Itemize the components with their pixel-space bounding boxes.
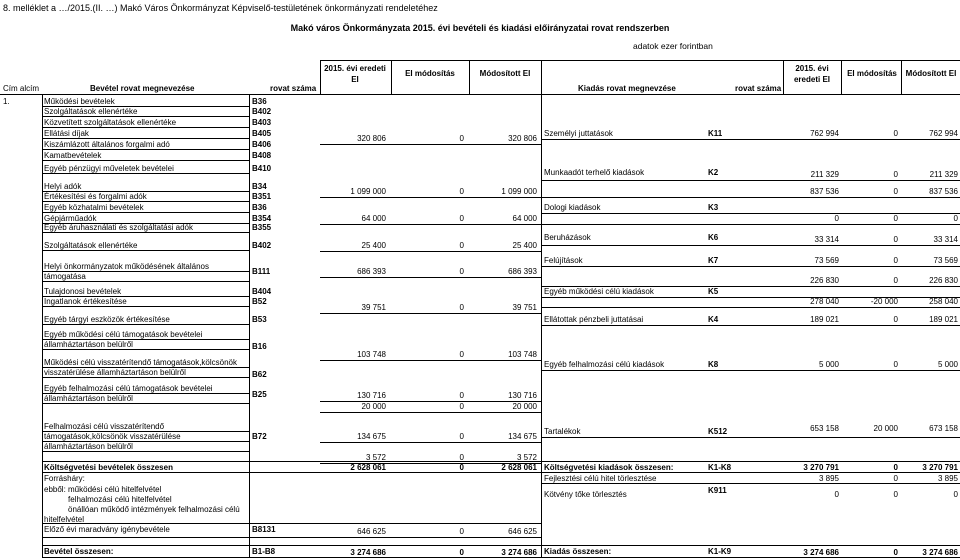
exp-row-code: K6	[708, 233, 719, 242]
row-rule	[42, 173, 249, 174]
rev-row-code: B111	[252, 267, 271, 276]
exp-grand-mod: 0	[893, 548, 898, 557]
prev-year-new: 646 625	[508, 527, 537, 536]
financing-row-label: hitelfelvétel	[44, 515, 85, 524]
rev-row-label: Szolgáltatások ellenértéke	[44, 107, 138, 116]
rev-row-label: Közvetített szolgáltatások ellenértéke	[44, 118, 177, 127]
exp-new-value: 762 994	[929, 129, 958, 138]
code-column-border	[249, 95, 250, 558]
rev-row-code: B402	[252, 241, 272, 250]
exp-orig-value: 211 329	[810, 170, 839, 179]
row-rule	[541, 325, 960, 326]
row-rule	[320, 197, 541, 198]
rev-row-code: B410	[252, 164, 272, 173]
rev-new-value: 134 675	[508, 432, 537, 441]
document-title: 8. melléklet a …/2015.(II. …) Makó Város Önkormányzat Képviselő-testületének önkormányzati rendeletéhez	[3, 3, 438, 13]
rev-new-value: 103 748	[508, 350, 537, 359]
rev-row-code: B402	[252, 107, 272, 116]
rev-row-code: B355	[252, 223, 272, 232]
rev-new-value: 3 572	[516, 453, 537, 462]
top-rule	[320, 60, 960, 61]
exp-orig-value: 653 158	[810, 424, 839, 433]
rev-orig-value: 130 716	[357, 391, 386, 400]
rev-mod-value: 0	[459, 187, 464, 196]
row-rule	[42, 127, 249, 128]
exp-row-code: K3	[708, 203, 719, 212]
rev-row-code: B36	[252, 97, 267, 106]
unit-note: adatok ezer forintban	[633, 41, 713, 51]
row-rule	[541, 180, 960, 181]
exp-mod-value: 0	[893, 235, 898, 244]
exp-orig-value: 0	[834, 214, 839, 223]
row-rule	[42, 232, 249, 233]
exp-new-value: 837 536	[929, 187, 958, 196]
row-rule	[42, 523, 541, 524]
exp-row-label: Dologi kiadások	[544, 203, 601, 212]
exp-row-label: Felújítások	[544, 256, 583, 265]
exp-fin2-mod: 0	[893, 490, 898, 499]
row-rule	[42, 116, 249, 117]
exp-fin1-new: 3 895	[937, 474, 958, 483]
prev-year-orig: 646 625	[357, 527, 386, 536]
rev-row-code: B34	[252, 182, 267, 191]
document-subtitle: Makó város Önkormányzata 2015. évi bevételi és kiadási előirányzatai rovat rendszerben	[290, 23, 670, 33]
rev-row-label: Helyi adók	[44, 182, 82, 191]
rev-mod-value: 0	[459, 432, 464, 441]
rev-row-label: Egyéb áruhasználati és szolgáltatási adók	[44, 223, 193, 232]
row-rule	[320, 360, 541, 361]
col-eredeti-ei-2: eredeti EI	[793, 75, 830, 84]
exp-orig-value: 226 830	[810, 276, 839, 285]
col-modositas-2: EI módosítás	[847, 69, 897, 78]
row-rule	[42, 461, 541, 462]
exp-fin2-new: 0	[953, 490, 958, 499]
row-rule	[320, 277, 541, 278]
rev-new-value: 64 000	[512, 214, 537, 223]
row-rule	[42, 545, 960, 546]
exp-fin2-orig: 0	[834, 490, 839, 499]
rev-orig-value: 39 751	[361, 303, 386, 312]
exp-orig-value: 278 040	[810, 297, 839, 306]
exp-row-label: Egyéb felhalmozási célú kiadások	[544, 360, 665, 369]
col-rovat-szama: rovat száma	[270, 84, 317, 93]
rev-row-label: Értékesítési és forgalmi adók	[44, 192, 147, 201]
col-rovat-szama-2: rovat száma	[735, 84, 782, 93]
col-bevetel: Bevétel rovat megnevezése	[90, 84, 195, 93]
exp-row-code: K11	[708, 129, 723, 138]
rev-row-label: Egyéb tárgyi eszközök értékesítése	[44, 315, 170, 324]
rev-total-orig: 2 628 061	[350, 463, 386, 472]
col-divider	[783, 60, 784, 94]
rev-row-code: B36	[252, 203, 267, 212]
financing-row-label: önállóan működő intézmények felhalmozási célú	[68, 505, 240, 514]
exp-orig-value: 762 994	[810, 129, 839, 138]
rev-row-label: Tulajdonosi bevételek	[44, 287, 122, 296]
col-cim-alcim: Cím alcím	[3, 84, 39, 93]
exp-row-code: K2	[708, 168, 719, 177]
row-rule	[42, 201, 249, 202]
exp-new-value: 226 830	[929, 276, 958, 285]
rev-row-label: Ingatlanok értékesítése	[44, 297, 127, 306]
rev-mod-value: 0	[459, 241, 464, 250]
row-rule	[42, 451, 249, 452]
rev-total-mod: 0	[459, 463, 464, 472]
exp-row-label: Ellátottak pénzbeli juttatásai	[544, 315, 644, 324]
rev-row-label: államháztartáson belülről	[44, 442, 133, 451]
row-rule	[320, 412, 541, 413]
col-divider	[841, 60, 842, 94]
col-divider	[901, 60, 902, 94]
left-border	[42, 95, 43, 558]
rev-grand-new: 3 274 686	[501, 548, 537, 557]
rev-mod-value: 0	[459, 214, 464, 223]
exp-fin1-label: Fejlesztési célú hitel törlesztése	[544, 474, 657, 483]
rev-orig-value: 134 675	[357, 432, 386, 441]
rev-orig-value: 103 748	[357, 350, 386, 359]
row-rule	[541, 437, 960, 438]
rev-new-value: 1 099 000	[501, 187, 537, 196]
rev-orig-value: 686 393	[357, 267, 386, 276]
exp-fin2-code: K911	[708, 486, 727, 495]
exp-new-value: 673 158	[929, 424, 958, 433]
rev-row-label: Egyéb felhalmozási célú támogatások bevételei	[44, 384, 213, 393]
exp-row-label: Tartalékok	[544, 427, 581, 436]
rev-row-label: államháztartáson belülről	[44, 340, 133, 349]
rev-row-label: Ellátási díjak	[44, 129, 89, 138]
col-divider	[320, 60, 321, 94]
exp-grand-code: K1-K9	[708, 547, 732, 556]
rev-grand-mod: 0	[459, 548, 464, 557]
exp-row-code: K4	[708, 315, 719, 324]
prev-year-code: B8131	[252, 525, 276, 534]
row-rule	[42, 149, 249, 150]
exp-mod-value: 0	[893, 187, 898, 196]
rev-row-code: B403	[252, 118, 272, 127]
col-eredeti-ei: EI	[351, 75, 359, 84]
rev-row-code: B62	[252, 370, 267, 379]
bottom-rule	[42, 557, 960, 558]
prev-year-mod: 0	[459, 527, 464, 536]
exp-new-value: 258 040	[929, 297, 958, 306]
exp-mod-value: 0	[893, 129, 898, 138]
exp-row-code: K5	[708, 287, 719, 296]
exp-row-label: Személyi juttatások	[544, 129, 613, 138]
exp-grand-label: Kiadás összesen:	[544, 547, 612, 556]
rev-new-value: 686 393	[508, 267, 537, 276]
col-modositott: Módosított EI	[479, 69, 531, 78]
rev-orig-value: 64 000	[361, 214, 386, 223]
col-eredeti: 2015. évi eredeti	[324, 64, 386, 73]
exp-new-value: 73 569	[933, 256, 958, 265]
row-rule	[42, 212, 249, 213]
rev-new-value: 130 716	[508, 391, 537, 400]
row-rule	[42, 306, 249, 307]
rev-mod-value: 0	[459, 402, 464, 411]
rev-row-code: B53	[252, 315, 267, 324]
row-rule	[541, 370, 960, 371]
row-rule	[541, 197, 960, 198]
exp-fin1-orig: 3 895	[818, 474, 839, 483]
rev-row-label: Egyéb közhatalmi bevételek	[44, 203, 144, 212]
row-rule	[42, 472, 541, 473]
exp-new-value: 211 329	[929, 170, 958, 179]
row-rule	[320, 313, 541, 314]
exp-row-code: K512	[708, 427, 728, 436]
col-kiadas: Kiadás rovat megnevzése	[578, 84, 676, 93]
row-rule	[541, 483, 960, 484]
exp-total-code: K1-K8	[708, 463, 732, 472]
row-rule	[320, 251, 541, 252]
col-modositott-2: Módosított EI	[905, 69, 957, 78]
exp-fin2-label: Kötvény tőke törlesztés	[544, 490, 627, 499]
row-rule	[42, 349, 249, 350]
rev-row-label: Működési bevételek	[44, 97, 115, 106]
exp-new-value: 33 314	[933, 235, 958, 244]
row-rule	[541, 139, 960, 140]
exp-total-orig: 3 270 791	[803, 463, 839, 472]
rev-mod-value: 0	[459, 391, 464, 400]
col-divider	[541, 60, 542, 94]
rev-row-label: Gépjárműadók	[44, 214, 97, 223]
exp-mod-value: 0	[893, 256, 898, 265]
financing-row-label: ebből: működési célú hitelfelvétel	[44, 485, 162, 494]
rev-row-label: támogatások,kölcsönök visszatérülése	[44, 432, 181, 441]
exp-mod-value: 20 000	[873, 424, 898, 433]
exp-orig-value: 189 021	[810, 315, 839, 324]
exp-mod-value: 0	[893, 170, 898, 179]
exp-orig-value: 837 536	[810, 187, 839, 196]
exp-mod-value: 0	[893, 214, 898, 223]
row-rule	[541, 472, 960, 473]
row-rule	[541, 266, 960, 267]
rev-orig-value: 320 806	[357, 134, 386, 143]
rev-new-value: 39 751	[512, 303, 537, 312]
rev-row-label: támogatása	[44, 272, 86, 281]
exp-total-new: 3 270 791	[922, 463, 958, 472]
row-rule	[320, 224, 541, 225]
rev-row-code: B406	[252, 140, 272, 149]
exp-total-mod: 0	[893, 463, 898, 472]
exp-grand-new: 3 274 686	[922, 548, 958, 557]
rev-row-code: B72	[252, 432, 267, 441]
exp-row-label: Munkaadót terhelő kiadások	[544, 168, 645, 177]
exp-row-code: K8	[708, 360, 719, 369]
rev-row-code: B404	[252, 287, 272, 296]
row-rule	[320, 442, 541, 443]
rev-new-value: 25 400	[512, 241, 537, 250]
rev-mod-value: 0	[459, 134, 464, 143]
row-rule	[42, 250, 249, 251]
col-modositas: EI módosítás	[405, 69, 455, 78]
rev-row-label: Szolgáltatások ellenértéke	[44, 241, 138, 250]
rev-row-label: visszatérülése államháztartáson belülről	[44, 368, 186, 377]
rev-row-code: B405	[252, 129, 272, 138]
rev-row-code: B52	[252, 297, 267, 306]
exp-row-code: K7	[708, 256, 719, 265]
rev-mod-value: 0	[459, 267, 464, 276]
prev-year-label: Előző évi maradvány igénybevétele	[44, 525, 170, 534]
col-divider	[469, 60, 470, 94]
exp-mod-value: 0	[893, 276, 898, 285]
rev-row-label: Egyéb pénzügyi műveletek bevételei	[44, 164, 174, 173]
exp-row-label: Beruházások	[544, 233, 591, 242]
rev-mod-value: 0	[459, 453, 464, 462]
row-rule	[42, 281, 249, 282]
exp-mod-value: 0	[893, 360, 898, 369]
rev-row-label: Kiszámlázott általános forgalmi adó	[44, 140, 170, 149]
row-rule	[42, 377, 249, 378]
row-rule	[541, 245, 960, 246]
rev-row-code: B408	[252, 151, 272, 160]
rev-row-label: Kamatbevételek	[44, 151, 102, 160]
rev-total-new: 2 628 061	[501, 463, 537, 472]
rev-row-code: B354	[252, 214, 272, 223]
rev-orig-value: 1 099 000	[350, 187, 386, 196]
rev-row-label: Egyéb működési célú támogatások bevételei	[44, 330, 203, 339]
exp-new-value: 0	[953, 214, 958, 223]
row-rule	[42, 537, 541, 538]
rev-row-label: 1.	[3, 97, 10, 106]
rev-row-label: Helyi önkormányzatok működésének általános	[44, 262, 209, 271]
exp-row-label: Egyéb működési célú kiadások	[544, 287, 654, 296]
row-rule	[541, 461, 960, 462]
rev-row-label: Felhalmozási célú visszatérítendő	[44, 422, 165, 431]
rev-grand-orig: 3 274 686	[350, 548, 386, 557]
rev-grand-code: B1-B8	[252, 547, 276, 556]
rev-orig-value: 25 400	[361, 241, 386, 250]
row-rule	[42, 160, 249, 161]
row-rule	[541, 307, 960, 308]
rev-row-code: B351	[252, 192, 272, 201]
exp-total-label: Költségvetési kiadások összesen:	[544, 463, 674, 472]
exp-new-value: 5 000	[937, 360, 958, 369]
row-rule	[320, 144, 541, 145]
rev-mod-value: 0	[459, 350, 464, 359]
exp-fin1-mod: 0	[893, 474, 898, 483]
rev-row-label: Működési célú visszatérítendő támogatások,kölcsönök	[44, 358, 237, 367]
rev-row-code: B16	[252, 342, 267, 351]
col-divider	[391, 60, 392, 94]
col-eredeti-2: 2015. évi	[795, 64, 829, 73]
row-rule	[541, 224, 960, 225]
row-rule	[42, 403, 249, 404]
header-rule	[0, 94, 960, 95]
financing-row-label: Forrásháry:	[44, 474, 85, 483]
rev-row-label: államháztartáson belülről	[44, 394, 133, 403]
exp-orig-value: 33 314	[814, 235, 839, 244]
exp-orig-value: 73 569	[814, 256, 839, 265]
financing-row-label: felhalmozási célú hitelfelvétel	[68, 495, 172, 504]
exp-mod-value: -20 000	[870, 297, 898, 306]
rev-mod-value: 0	[459, 303, 464, 312]
row-rule	[42, 138, 249, 139]
row-rule	[42, 324, 249, 325]
rev-row-code: B25	[252, 390, 267, 399]
rev-orig-value: 20 000	[361, 402, 386, 411]
rev-new-value: 20 000	[512, 402, 537, 411]
exp-mod-value: 0	[893, 315, 898, 324]
exp-grand-orig: 3 274 686	[803, 548, 839, 557]
exp-orig-value: 5 000	[818, 360, 839, 369]
rev-orig-value: 3 572	[365, 453, 386, 462]
exp-new-value: 189 021	[929, 315, 958, 324]
rev-total-label: Költségvetési bevételek összesen	[44, 463, 173, 472]
rev-grand-label: Bevétel összesen:	[44, 547, 114, 556]
center-border	[541, 95, 542, 558]
rev-new-value: 320 806	[508, 134, 537, 143]
